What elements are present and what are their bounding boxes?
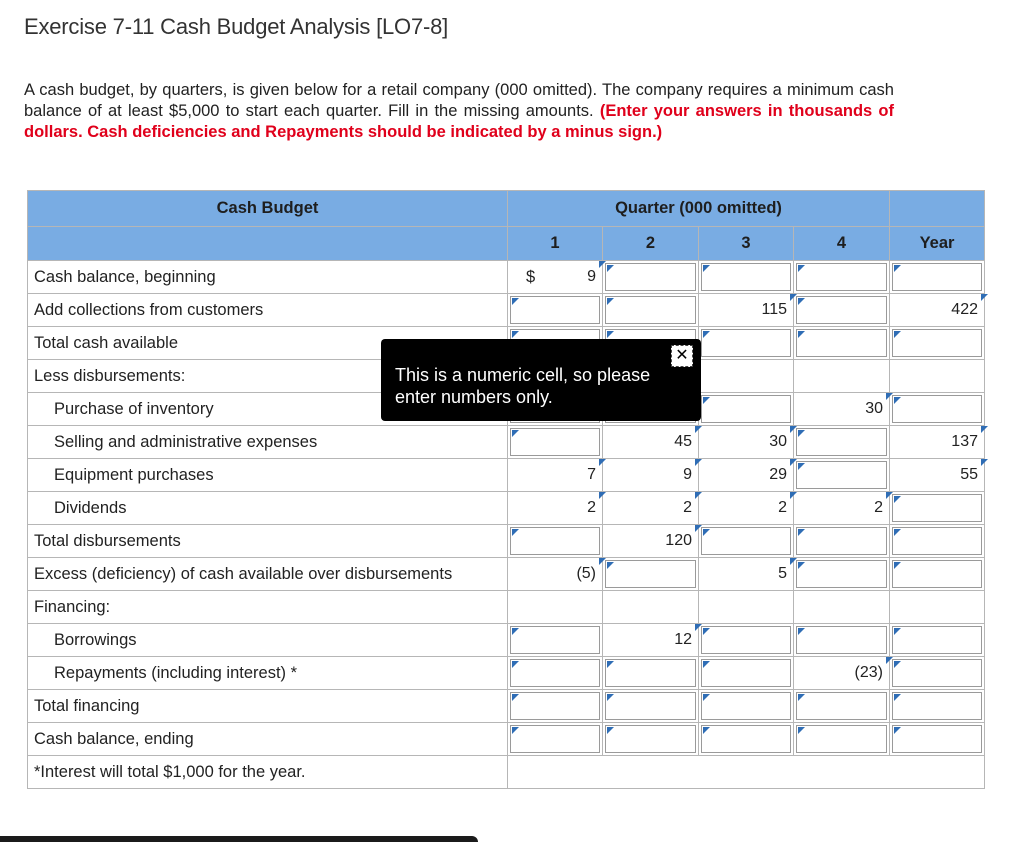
- amount-input[interactable]: [701, 263, 791, 291]
- page-title: Exercise 7-11 Cash Budget Analysis [LO7-8]: [24, 14, 449, 39]
- input-marker-icon: [798, 694, 805, 701]
- input-marker-icon: [798, 562, 805, 569]
- table-row: [28, 294, 985, 327]
- footnote-row: [28, 756, 985, 789]
- amount-input[interactable]: [701, 725, 791, 753]
- table-row: [28, 624, 985, 657]
- input-marker-icon: [607, 265, 614, 272]
- input-marker-icon: [894, 265, 901, 272]
- amount-input[interactable]: [892, 263, 982, 291]
- cell-q4: [794, 393, 890, 426]
- given-amount: 29: [769, 466, 787, 483]
- column-header-q3: 3: [699, 227, 794, 261]
- input-marker-icon: [512, 430, 519, 437]
- cell-q2: [603, 426, 699, 459]
- input-marker-icon: [798, 529, 805, 536]
- input-marker-icon: [981, 294, 988, 301]
- cell-year: [890, 459, 985, 492]
- cell-year: [890, 525, 985, 558]
- currency-symbol: $: [526, 267, 536, 286]
- row-label: Purchase of inventory: [28, 393, 508, 426]
- cell-q4: [794, 591, 890, 624]
- column-header-q2: 2: [603, 227, 699, 261]
- input-marker-icon: [607, 694, 614, 701]
- input-marker-icon: [894, 397, 901, 404]
- cell-q2: [603, 624, 699, 657]
- input-marker-icon: [894, 562, 901, 569]
- row-label: Total disbursements: [28, 525, 508, 558]
- input-marker-icon: [607, 562, 614, 569]
- input-marker-icon: [798, 628, 805, 635]
- row-label: Borrowings: [28, 624, 508, 657]
- amount-input[interactable]: [892, 626, 982, 654]
- table-row: [28, 426, 985, 459]
- given-amount: 12: [674, 631, 692, 648]
- cell-q3: [699, 393, 794, 426]
- table-row: [28, 492, 985, 525]
- input-marker-icon: [798, 298, 805, 305]
- input-marker-icon: [512, 331, 519, 338]
- cell-year: [890, 360, 985, 393]
- amount-input[interactable]: [796, 296, 887, 324]
- table-row: [28, 261, 985, 294]
- given-amount: 30: [865, 400, 883, 417]
- given-amount: (5): [576, 565, 596, 582]
- row-label: Financing:: [28, 591, 508, 624]
- row-label: Repayments (including interest) *: [28, 657, 508, 690]
- input-marker-icon: [894, 529, 901, 536]
- amount-input[interactable]: [892, 494, 982, 522]
- input-marker-icon: [798, 430, 805, 437]
- amount-input[interactable]: [701, 395, 791, 423]
- cell-q3: [699, 492, 794, 525]
- table-row: [28, 657, 985, 690]
- amount-input[interactable]: [892, 692, 982, 720]
- amount-input[interactable]: [510, 527, 600, 555]
- table-row: [28, 690, 985, 723]
- cell-q2: [603, 591, 699, 624]
- amount-input[interactable]: [605, 263, 696, 291]
- amount-input[interactable]: [510, 692, 600, 720]
- amount-input[interactable]: [796, 626, 887, 654]
- cell-q3: [699, 459, 794, 492]
- amount-input[interactable]: [605, 725, 696, 753]
- amount-input[interactable]: [701, 626, 791, 654]
- amount-input[interactable]: [796, 428, 887, 456]
- given-amount: 9: [587, 268, 596, 285]
- cell-q3: [699, 261, 794, 294]
- amount-input[interactable]: [510, 659, 600, 687]
- input-marker-icon: [512, 628, 519, 635]
- input-marker-icon: [894, 661, 901, 668]
- cell-q4: [794, 492, 890, 525]
- row-label: Equipment purchases: [28, 459, 508, 492]
- amount-input[interactable]: [701, 659, 791, 687]
- footnote-spacer: [508, 756, 985, 789]
- cell-q1: [508, 261, 603, 294]
- cell-year: [890, 657, 985, 690]
- cell-year: [890, 294, 985, 327]
- cell-q3: [699, 657, 794, 690]
- input-marker-icon: [607, 727, 614, 734]
- table-row: [28, 459, 985, 492]
- tooltip-message: This is a numeric cell, so please enter numbers only.: [395, 365, 651, 407]
- given-amount: 2: [778, 499, 787, 516]
- row-label: Total cash available: [28, 327, 508, 360]
- amount-input[interactable]: [605, 560, 696, 588]
- input-marker-icon: [703, 727, 710, 734]
- amount-input[interactable]: [796, 692, 887, 720]
- table-row: [28, 525, 985, 558]
- given-amount: 115: [761, 301, 787, 318]
- cell-q3: [699, 558, 794, 591]
- input-marker-icon: [798, 463, 805, 470]
- cell-q2: [603, 261, 699, 294]
- cell-q4: [794, 459, 890, 492]
- input-marker-icon: [703, 529, 710, 536]
- cell-q1: [508, 525, 603, 558]
- cell-q4: [794, 657, 890, 690]
- cell-q4: [794, 294, 890, 327]
- table-row: [28, 591, 985, 624]
- cell-q4: [794, 525, 890, 558]
- given-amount: 55: [960, 466, 978, 483]
- amount-input[interactable]: [796, 263, 887, 291]
- cell-q3: [699, 624, 794, 657]
- cell-q3: [699, 591, 794, 624]
- given-amount: 137: [951, 433, 978, 450]
- input-marker-icon: [607, 661, 614, 668]
- cell-year: [890, 591, 985, 624]
- amount-input[interactable]: [701, 527, 791, 555]
- given-amount: 7: [587, 466, 596, 483]
- horizontal-scrollbar[interactable]: [0, 836, 478, 842]
- given-amount: 45: [674, 433, 692, 450]
- input-marker-icon: [894, 727, 901, 734]
- footnote: *Interest will total $1,000 for the year.: [28, 756, 508, 789]
- cell-q2: [603, 690, 699, 723]
- cell-q4: [794, 690, 890, 723]
- cell-q1: [508, 657, 603, 690]
- row-label: Add collections from customers: [28, 294, 508, 327]
- given-amount: 422: [951, 301, 978, 318]
- given-amount: 30: [769, 433, 787, 450]
- amount-input[interactable]: [510, 626, 600, 654]
- header-blank: [890, 191, 985, 227]
- cell-q1: [508, 591, 603, 624]
- cell-q1: [508, 690, 603, 723]
- instructions: [24, 80, 894, 143]
- cell-q3: [699, 294, 794, 327]
- cell-q3: [699, 690, 794, 723]
- amount-input[interactable]: [892, 395, 982, 423]
- input-marker-icon: [512, 727, 519, 734]
- numeric-cell-tooltip: [381, 339, 701, 421]
- cell-q2: [603, 492, 699, 525]
- row-label: Excess (deficiency) of cash available over disbursements: [28, 558, 508, 591]
- amount-input[interactable]: [892, 725, 982, 753]
- input-marker-icon: [798, 265, 805, 272]
- table-row: [28, 723, 985, 756]
- row-label: Less disbursements:: [28, 360, 508, 393]
- cell-year: [890, 393, 985, 426]
- cell-q1: [508, 492, 603, 525]
- cell-year: [890, 624, 985, 657]
- cell-year: [890, 690, 985, 723]
- given-amount: 120: [665, 532, 692, 549]
- amount-input[interactable]: [796, 527, 887, 555]
- cell-q4: [794, 624, 890, 657]
- input-marker-icon: [607, 331, 614, 338]
- cell-q1: [508, 624, 603, 657]
- cell-q1: [508, 723, 603, 756]
- input-marker-icon: [512, 661, 519, 668]
- input-marker-icon: [894, 496, 901, 503]
- cell-q2: [603, 459, 699, 492]
- input-marker-icon: [798, 331, 805, 338]
- header-cash-budget: Cash Budget: [28, 191, 508, 227]
- input-marker-icon: [894, 331, 901, 338]
- amount-input[interactable]: [796, 725, 887, 753]
- instructions-text: A cash budget, by quarters, is given below for a retail company (000 omitted). The company requires a minimum cash balance of at least $5,000 to start each quarter. Fill in the missing amounts.: [24, 81, 894, 120]
- input-marker-icon: [703, 694, 710, 701]
- cell-q4: [794, 723, 890, 756]
- cell-year: [890, 558, 985, 591]
- input-marker-icon: [703, 397, 710, 404]
- given-amount: 2: [874, 499, 883, 516]
- input-marker-icon: [607, 298, 614, 305]
- instructions-emphasis: (Enter your answers in thousands of dollars. Cash deficiencies and Repayments should be indicated by a minus sign.): [24, 102, 895, 141]
- header-quarter-group: Quarter (000 omitted): [508, 191, 890, 227]
- given-amount: 5: [778, 565, 787, 582]
- cell-year: [890, 492, 985, 525]
- input-marker-icon: [981, 459, 988, 466]
- header-spacer: [28, 227, 508, 261]
- input-marker-icon: [512, 694, 519, 701]
- cell-q2: [603, 525, 699, 558]
- row-label: Selling and administrative expenses: [28, 426, 508, 459]
- input-marker-icon: [512, 529, 519, 536]
- cell-q2: [603, 558, 699, 591]
- input-marker-icon: [798, 727, 805, 734]
- table-row: [28, 558, 985, 591]
- close-icon[interactable]: ✕: [671, 345, 693, 367]
- cell-q3: [699, 525, 794, 558]
- input-marker-icon: [703, 628, 710, 635]
- amount-input[interactable]: [701, 329, 791, 357]
- amount-input[interactable]: [510, 428, 600, 456]
- amount-input[interactable]: [796, 329, 887, 357]
- row-label: Total financing: [28, 690, 508, 723]
- cell-q2: [603, 657, 699, 690]
- cell-q1: [508, 558, 603, 591]
- cell-year: [890, 723, 985, 756]
- given-amount: 2: [683, 499, 692, 516]
- cell-q4: [794, 327, 890, 360]
- amount-input[interactable]: [892, 527, 982, 555]
- cell-q4: [794, 261, 890, 294]
- given-amount: 2: [587, 499, 596, 516]
- cell-year: [890, 327, 985, 360]
- cell-year: [890, 261, 985, 294]
- amount-input[interactable]: [701, 692, 791, 720]
- cell-q3: [699, 723, 794, 756]
- amount-input[interactable]: [892, 329, 982, 357]
- input-marker-icon: [981, 426, 988, 433]
- cell-q3: [699, 327, 794, 360]
- amount-input[interactable]: [510, 725, 600, 753]
- cell-q3: [699, 360, 794, 393]
- amount-input[interactable]: [605, 692, 696, 720]
- input-marker-icon: [894, 694, 901, 701]
- cell-q1: [508, 459, 603, 492]
- amount-input[interactable]: [796, 560, 887, 588]
- cell-year: [890, 426, 985, 459]
- cell-q2: [603, 723, 699, 756]
- cell-q4: [794, 558, 890, 591]
- cell-q3: [699, 426, 794, 459]
- row-label: Dividends: [28, 492, 508, 525]
- amount-input[interactable]: [796, 461, 887, 489]
- amount-input[interactable]: [605, 296, 696, 324]
- amount-input[interactable]: [892, 560, 982, 588]
- cell-q2: [603, 294, 699, 327]
- row-label: Cash balance, ending: [28, 723, 508, 756]
- input-marker-icon: [703, 265, 710, 272]
- column-header-year: Year: [890, 227, 985, 261]
- cash-budget-table: [27, 190, 985, 789]
- given-amount: (23): [854, 664, 883, 681]
- cell-q4: [794, 360, 890, 393]
- amount-input[interactable]: [510, 296, 600, 324]
- row-label: Cash balance, beginning: [28, 261, 508, 294]
- input-marker-icon: [894, 628, 901, 635]
- cell-q1: [508, 426, 603, 459]
- amount-input[interactable]: [605, 659, 696, 687]
- cell-q1: [508, 294, 603, 327]
- amount-input[interactable]: [892, 659, 982, 687]
- given-amount: 9: [683, 466, 692, 483]
- input-marker-icon: [703, 661, 710, 668]
- cell-q4: [794, 426, 890, 459]
- column-header-q4: 4: [794, 227, 890, 261]
- input-marker-icon: [703, 331, 710, 338]
- input-marker-icon: [512, 298, 519, 305]
- column-header-q1: 1: [508, 227, 603, 261]
